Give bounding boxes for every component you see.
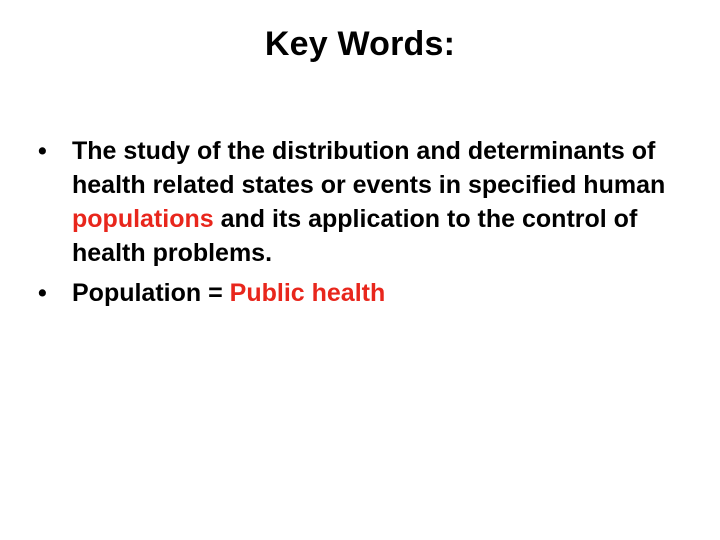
bullet-item-definition: [38, 134, 678, 270]
bullet-dot-icon: •: [38, 279, 47, 307]
bullet-dot-icon: •: [38, 137, 47, 165]
bullet-text-before: The study of the distribution and determinants of health related states or events in specified human: [72, 137, 666, 199]
bullet-text-before: Population =: [72, 279, 230, 307]
bullet-list: [38, 134, 678, 316]
bullet-text-after: and its application to the control of health problems.: [72, 205, 638, 267]
bullet-highlight-public-health: Public health: [229, 279, 386, 307]
slide-title: Key Words:: [264, 25, 456, 63]
bullet-item-population: [38, 276, 678, 310]
bullet-highlight-populations: populations: [72, 205, 214, 233]
